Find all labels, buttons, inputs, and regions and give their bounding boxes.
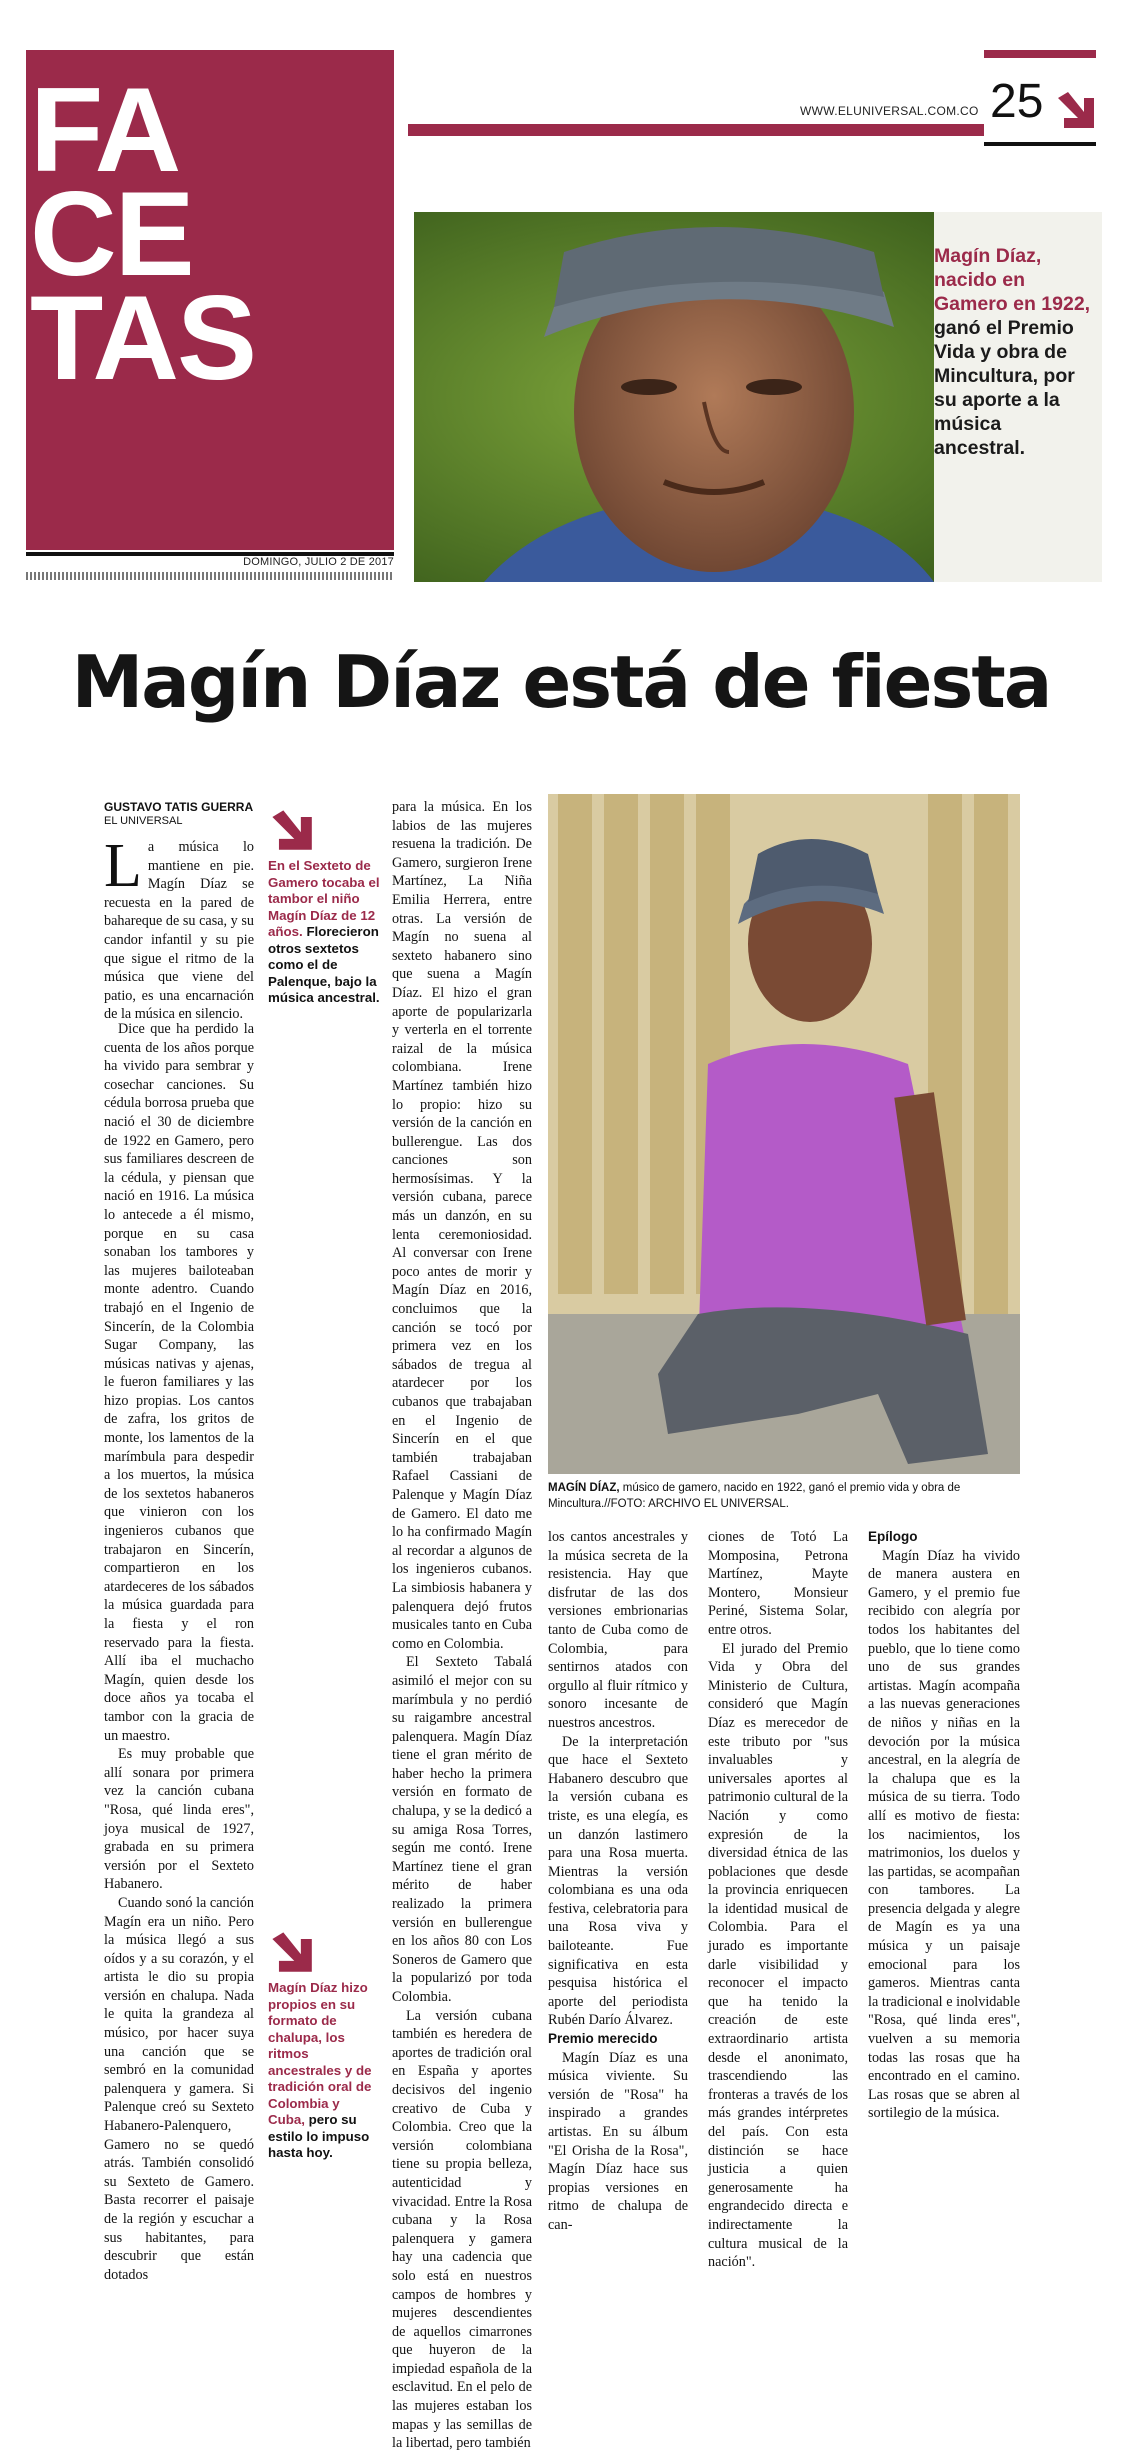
photo-caption-name: MAGÍN DÍAZ, (548, 1482, 620, 1494)
section-title-line: CE (30, 167, 193, 301)
pull-quote-1 (268, 858, 380, 1007)
subhead-premio: Premio merecido (548, 2031, 658, 2047)
paragraph: Magín Díaz es una música viviente. Su versión de "Rosa" ha inspirado a grandes artistas. En su álbum "El Orisha de la Rosa", Magín Díaz hace sus propias versiones en ritmo de chalupa de can- (548, 2049, 688, 2233)
pull-quote-highlight: Magín Díaz hizo propios en su formato de chalupa, los ritmos ancestrales y de tradición oral de Colombia y Cuba, (268, 1980, 372, 2127)
arrow-down-right-icon (268, 1928, 314, 1974)
arrow-down-right-icon (1054, 88, 1096, 130)
divider (984, 142, 1096, 146)
pull-quote-text: pero su estilo lo impuso hasta hoy. (268, 2112, 370, 2160)
issue-date: DOMINGO, JULIO 2 DE 2017 (243, 556, 394, 568)
paragraph: para la música. En los labios de las mujeres resuena la tradición. De Gamero, surgieron Irene Martínez, La Niña Emilia Herrera, entre otras. La versión de Magín no suena al sexteto habanero sino que suena a Magín Díaz. El hizo el gran aporte de popularizarla y verterla en el torrente raizal de la música colombiana. Irene Martínez también hizo lo propio: hizo su versión de la canción en bullerengue. Las dos canciones son hermosísimas. Y la versión cubana, parece más un danzón, en su lenta ceremoniosidad. Al conversar con Irene poco antes de morir y Magín Díaz en 2016, concluimos que la canción se tocó por primera vez en los sábados de tregua al atardecer por los cubanos que trabajaban en el Ingenio de Sincerín en el que también trabajaban Rafael Cassiani de Palenque y Magín Díaz de Gamero. El dato me lo ha confirmado Magín al recordar a algunos de los ingenieros cubanos. La simbiosis habanera y palenquera dejó frutos musicales tanto en Cuba como en Colombia. (392, 799, 532, 1652)
photo-caption-text: músico de gamero, nacido en 1922, ganó el premio vida y obra de Mincultura.//FOTO: ARCHIVO EL UNIVERSAL. (548, 1482, 961, 1510)
paragraph: La versión cubana también es heredera de aportes de tradición oral en España y aportes decisivos del ingenio creativo de Cuba y Colombia. Creo que la versión colombiana tiene su propia belleza, autenticidad y vivacidad. Entre la Rosa cubana y la Rosa palenquera y gamera hay una cadencia que solo está en nuestros campos de hombres y mujeres descendientes de aquellos cimarrones que huyeron de la impiedad española de la esclavitud. En el pelo de las mujeres estaban los mapas y las semillas de la libertad, pero también (392, 2007, 532, 2452)
website-url[interactable]: WWW.ELUNIVERSAL.COM.CO (800, 104, 979, 118)
accent-bar (984, 50, 1096, 58)
byline: GUSTAVO TATIS GUERRA (104, 800, 254, 814)
hero-caption-text: ganó el Premio Vida y obra de Mincultura, por su aporte a la música ancestral. (934, 317, 1075, 459)
article-column-1b (104, 1020, 254, 2283)
accent-bar (408, 124, 984, 136)
paragraph: Es muy probable que allí sonara por primera vez la canción cubana "Rosa, qué linda eres", joya musical de 1927, grabada en su primera versión por el Sexteto Habanero. (104, 1746, 254, 1893)
section-title-line: FA (30, 63, 180, 197)
drop-cap: L (104, 832, 142, 900)
page-number: 25 (990, 75, 1044, 128)
headline: Magín Díaz está de fiesta (71, 640, 1051, 724)
pull-quote-highlight: En el Sexteto de Gamero tocaba el tambor el niño Magín Díaz de 12 años. (268, 858, 380, 939)
hero-caption (934, 244, 1096, 460)
pull-quote-text: Florecieron otros sextetos como el de Palenque, bajo la música ancestral. (268, 924, 380, 1005)
paragraph: De la interpretación que hace el Sexteto Habanero descubro que la versión cubana es triste, es una elegía, es un danzón lastimero para una Rosa muerta. Mientras la versión colombiana es una oda festiva, celebratoria para una Rosa viva y bailoteante. Fue significativa en esta pesquisa histórica el aporte del periodista Rubén Darío Álvarez. (548, 1733, 688, 2029)
subhead-epilogo: Epílogo (868, 1529, 918, 1544)
photo-caption (548, 1480, 1022, 1512)
paragraph: El Sexteto Tabalá asimiló el mejor con su marímbula y no perdió su raigambre ancestral palenquera. Magín Díaz tiene el gran mérito de haber hecho la primera versión en formato de chalupa, y se la dedicó a su amiga Rosa Torres, según me contó. Irene Martínez tiene el gran mérito de haber realizado la primera versión en bullerengue en los años 80 con Los Soneros de Gamero que la popularizó por toda Colombia. (392, 1654, 532, 2005)
byline-publication: EL UNIVERSAL (104, 815, 183, 827)
article-column-1a (104, 832, 254, 1024)
article-column-3 (548, 1528, 688, 2233)
pull-quote-2 (268, 1980, 380, 2162)
divider-hatched (26, 572, 394, 580)
article-column-5 (868, 1528, 1020, 2122)
portrait-seated-illustration (548, 794, 1020, 1474)
article-column-4 (708, 1528, 848, 2271)
hero-caption-highlight: Magín Díaz, nacido en Gamero en 1922, (934, 245, 1091, 315)
article-photo (548, 794, 1020, 1474)
paragraph: los cantos ancestrales y la música secreta de la resistencia. Hay que disfrutar de las dos versiones embrionarias tanto de Cuba como de Colombia, para sentirnos atados con orgullo al fluir rítmico y sonoro incesante de nuestros ancestros. (548, 1529, 688, 1731)
article-column-2 (392, 798, 532, 2452)
arrow-down-right-icon (268, 806, 314, 852)
section-title (30, 63, 330, 405)
paragraph: a música lo mantiene en pie. Magín Díaz se recuesta en la pared de bahareque de su casa, y su candor infantil y su pie que sigue el ritmo de la música que viene del patio, es una encarnación de la música en silencio. (104, 839, 254, 1023)
paragraph: El jurado del Premio Vida y Obra del Ministerio de Cultura, consideró que Magín Díaz es merecedor de este tributo por "sus invaluables y universales aportes al patrimonio cultural de la Nación y como expresión de la diversidad étnica de las poblaciones que desde la provincia enriquecen la identidad musical de Colombia. Para el jurado es importante darle visibilidad y reconocer el impacto que ha tenido la creación de este extraordinario artista desde el anonimato, trascendiendo las fronteras a través de los más grandes intérpretes del país. Con esta distinción se hace justicia a quien generosamente ha engrandecido directa e indirectamente la cultura musical de la nación". (708, 1640, 848, 2271)
paragraph: Dice que ha perdido la cuenta de los años porque ha vivido para sembrar y cosechar canciones. Su cédula borrosa prueba que nació el 30 de diciembre de 1922 en Gamero, pero sus familiares descreen de la cédula, y piensan que nació en 1916. La música lo antecede a él mismo, porque en su casa sonaban los tambores y las mujeres bailoteaban monte adentro. Cuando trabajó en el Ingenio de Sincerín, de la Colombia Sugar Company, las músicas nativas y ajenas, le fueron familiares y las hizo propias. Los cantos de zafra, los gritos de monte, los lamentos de la marímbula para despedir a los muertos, la música de los sextetos habaneros que vinieron con los ingenieros cubanos que trabajaron en Sincerín, compartieron en los atardeceres de los sábados la música guardada para la fiesta y el ron reservado para la fiesta. Allí iba el muchacho Magín, quien desde los doce años ya tocaba el tambor con la gracia de un maestro. (104, 1021, 254, 1744)
paragraph: Cuando sonó la canción Magín era un niño. Pero la música llegó a sus oídos y a su corazón, y el artista le dio su propia versión en chalupa. Nada le quita la grandeza al músico, por hacer suya una canción que se sembró en la comunidad palenquera y gamera. Si Palenque creó su Sexteto Habanero-Palenquero, Gamero no se quedó atrás. También consolidó su Sexteto de Gamero. Basta recorrer el paisaje de la región y escuchar a sus habitantes, para descubrir que están dotados (104, 1894, 254, 2283)
paragraph: Magín Díaz ha vivido de manera austera en Gamero, y el premio fue recibido con alegría por todos los habitantes del pueblo, que lo tiene como uno de sus grandes artistas. Magín acompaña a las nuevas generaciones de niños y niñas en la devoción por la música ancestral, en la alegría de la chalupa que es la música de su tierra. Todo allí es motivo de fiesta: los nacimientos, los matrimonios, los duelos y las partidas, se acompañan con tambores. La presencia delgada y alegre de Magín es ya una música y un paisaje emocional para los gameros. Mientras canta la tradicional e inolvidable "Rosa, qué linda eres", vuelven a su memoria todas las rosas que ha encontrado en el camino. Las rosas que se abren al sortilegio de la música. (868, 1547, 1020, 2122)
section-title-line: TAS (30, 271, 256, 405)
paragraph: ciones de Totó La Momposina, Petrona Martínez, Mayte Montero, Monsieur Periné, Sistema Solar, entre otros. (708, 1529, 848, 1638)
